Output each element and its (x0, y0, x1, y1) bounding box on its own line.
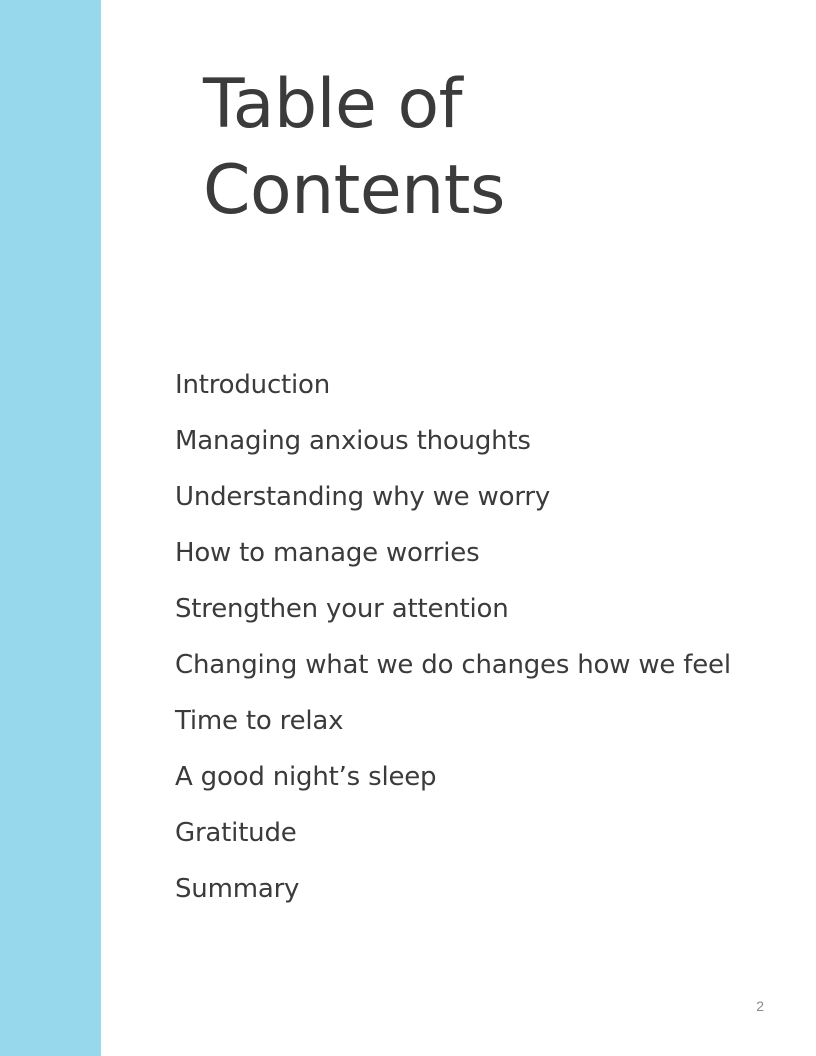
page-number: 2 (756, 998, 764, 1014)
toc-item-introduction: Introduction (175, 370, 331, 400)
page-title-line-2: Contents (203, 151, 505, 230)
toc-item-understanding-why-we-worry: Understanding why we worry (175, 482, 551, 512)
toc-item-good-nights-sleep: A good night’s sleep (175, 762, 437, 792)
toc-item-gratitude: Gratitude (175, 818, 297, 848)
side-color-bar (0, 0, 101, 1056)
toc-item-managing-anxious-thoughts: Managing anxious thoughts (175, 426, 531, 456)
page-title (203, 62, 763, 234)
toc-item-strengthen-your-attention: Strengthen your attention (175, 594, 509, 624)
table-of-contents-list (175, 357, 805, 917)
toc-item-changing-what-we-do: Changing what we do changes how we feel (175, 650, 731, 680)
page-title-line-1: Table of (203, 65, 463, 144)
toc-item-time-to-relax: Time to relax (175, 706, 344, 736)
toc-item-how-to-manage-worries: How to manage worries (175, 538, 480, 568)
toc-item-summary: Summary (175, 874, 300, 904)
